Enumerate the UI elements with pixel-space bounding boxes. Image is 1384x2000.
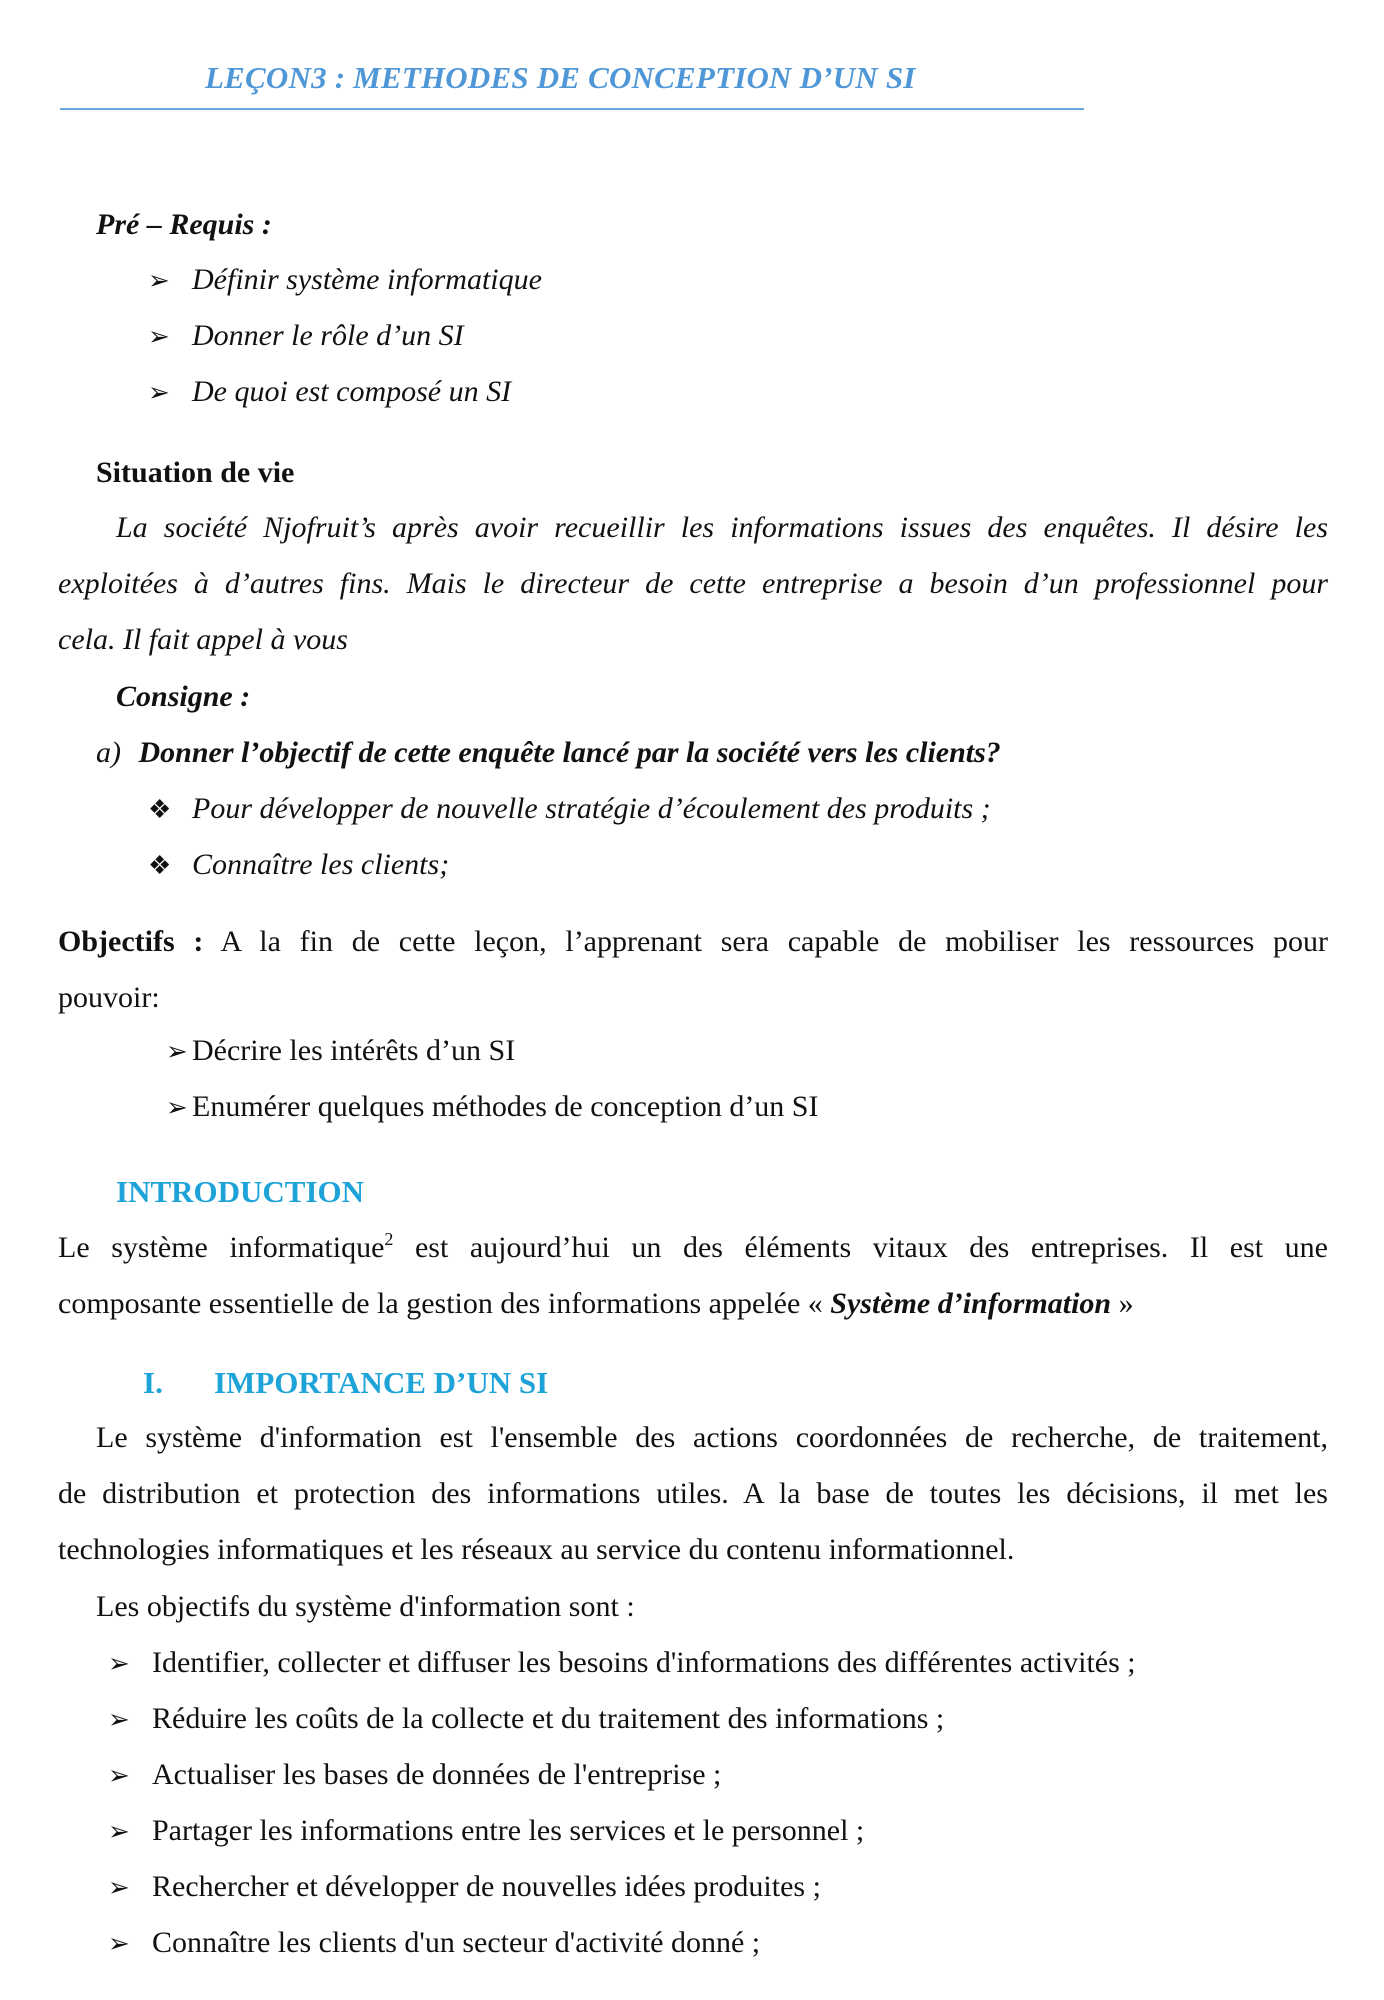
introduction-line: Le système informatique$^2$ est aujourd’hui un des éléments vitaux des entreprises. Il est une bbox=[58, 1229, 1328, 1264]
section-line: technologies informatiques et les réseaux au service du contenu informationnel. bbox=[58, 1533, 1015, 1566]
question-text: Donner l’objectif de cette enquête lancé par la société vers les clients? bbox=[138, 736, 1001, 769]
question-marker: a) bbox=[96, 736, 121, 769]
term-systeme-information: Système d’information bbox=[830, 1287, 1112, 1320]
introduction-line: composante essentielle de la gestion des informations appelée « Système d’information » bbox=[58, 1287, 1134, 1320]
diamond-bullet-icon: ❖ bbox=[148, 851, 172, 880]
section-line: de distribution et protection des informations utiles. A la base de toutes les décisions, il met les bbox=[58, 1477, 1328, 1510]
prerequis-item: ➢ De quoi est composé un SI bbox=[148, 375, 512, 408]
section-line: Le système d'information est l'ensemble des actions coordonnées de recherche, de traitement, bbox=[96, 1421, 1328, 1454]
consigne-answer: ❖ Pour développer de nouvelle stratégie d’écoulement des produits ; bbox=[148, 792, 991, 825]
arrow-bullet-icon: ➢ bbox=[108, 1929, 130, 1958]
arrow-bullet-icon: ➢ bbox=[108, 1705, 130, 1734]
prerequis-item: ➢ Définir système informatique bbox=[148, 263, 542, 296]
arrow-bullet-icon: ➢ bbox=[108, 1649, 130, 1678]
arrow-bullet-icon: ➢ bbox=[148, 322, 170, 351]
objective-item: ➢ Partager les informations entre les services et le personnel ; bbox=[108, 1814, 865, 1847]
objectives-intro: Les objectifs du système d'information sont : bbox=[96, 1590, 635, 1623]
consigne-answer: ❖ Connaître les clients; bbox=[148, 848, 450, 881]
objective-item: ➢ Rechercher et développer de nouvelles idées produites ; bbox=[108, 1870, 821, 1903]
situation-heading: Situation de vie bbox=[96, 456, 295, 489]
lesson-title: LEÇON3 : METHODES DE CONCEPTION D’UN SI bbox=[205, 60, 916, 95]
diamond-bullet-icon: ❖ bbox=[148, 795, 172, 824]
situation-line: La société Njofruit’s après avoir recueillir les informations issues des enquêtes. Il désire les bbox=[116, 511, 1328, 544]
arrow-bullet-icon: ➢ bbox=[166, 1037, 188, 1066]
prerequis-heading: Pré – Requis : bbox=[96, 208, 272, 241]
consigne-heading: Consigne : bbox=[116, 680, 251, 713]
prerequis-item: ➢ Donner le rôle d’un SI bbox=[148, 319, 464, 352]
objective-item: ➢ Actualiser les bases de données de l'entreprise ; bbox=[108, 1758, 722, 1791]
objectifs-label: Objectifs : bbox=[58, 925, 204, 958]
section-heading: IMPORTANCE D’UN SI bbox=[214, 1365, 549, 1400]
situation-line: cela. Il fait appel à vous bbox=[58, 623, 348, 656]
objective-item: ➢ Identifier, collecter et diffuser les besoins d'informations des différentes activités ; bbox=[108, 1646, 1136, 1679]
objective-item: ➢ Réduire les coûts de la collecte et du traitement des informations ; bbox=[108, 1702, 945, 1735]
objectifs-line: Objectifs : A la fin de cette leçon, l’apprenant sera capable de mobiliser les ressources pour bbox=[58, 925, 1328, 958]
arrow-bullet-icon: ➢ bbox=[166, 1093, 188, 1122]
objectifs-item: ➢ Enumérer quelques méthodes de conception d’un SI bbox=[166, 1090, 819, 1123]
title-underline bbox=[60, 108, 1084, 110]
arrow-bullet-icon: ➢ bbox=[108, 1873, 130, 1902]
section-number: I. bbox=[143, 1365, 163, 1400]
consigne-question bbox=[96, 738, 1001, 768]
objectifs-line: pouvoir: bbox=[58, 981, 160, 1014]
arrow-bullet-icon: ➢ bbox=[148, 378, 170, 407]
introduction-heading: INTRODUCTION bbox=[116, 1174, 365, 1209]
objective-item: ➢ Connaître les clients d'un secteur d'activité donné ; bbox=[108, 1926, 761, 1959]
arrow-bullet-icon: ➢ bbox=[108, 1761, 130, 1790]
footnote-ref: 2 bbox=[384, 1229, 394, 1249]
situation-line: exploitées à d’autres fins. Mais le directeur de cette entreprise a besoin d’un professionnel pour bbox=[58, 567, 1328, 600]
objectifs-item: ➢ Décrire les intérêts d’un SI bbox=[166, 1034, 516, 1067]
arrow-bullet-icon: ➢ bbox=[108, 1817, 130, 1846]
arrow-bullet-icon: ➢ bbox=[148, 266, 170, 295]
